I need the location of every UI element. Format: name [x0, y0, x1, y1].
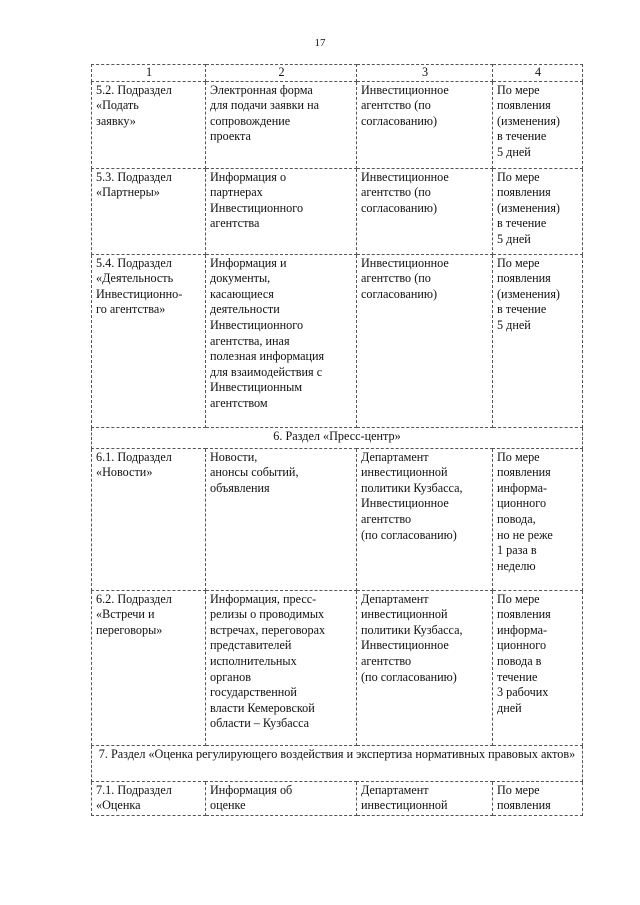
responsible-party-cell: Инвестиционное агентство (по согласованию) [357, 254, 493, 427]
header-cell-1: 1 [92, 65, 206, 82]
subsection-name-cell: 6.2. Подраздел «Встречи и переговоры» [92, 590, 206, 745]
header-cell-2: 2 [206, 65, 357, 82]
update-schedule-cell: По мере появления (изменения) в течение 5 дней [493, 168, 583, 254]
update-schedule-cell: По мере появления (изменения) в течение 5 дней [493, 81, 583, 168]
subsection-name-cell: 5.3. Подраздел «Партнеры» [92, 168, 206, 254]
responsible-party-cell: Инвестиционное агентство (по согласованию) [357, 168, 493, 254]
content-description-cell: Новости, анонсы событий, объявления [206, 448, 357, 590]
subsection-name-cell: 5.4. Подраздел «Деятельность Инвестиционно- го агентства» [92, 254, 206, 427]
table-row [92, 781, 583, 815]
table-row [92, 168, 583, 254]
responsible-party-cell: Департамент инвестиционной политики Кузбасса, Инвестиционное агентство (по согласованию) [357, 448, 493, 590]
update-schedule-cell: По мере появления (изменения) в течение 5 дней [493, 254, 583, 427]
document-table [91, 64, 583, 816]
update-schedule-cell: По мере появления информа- ционного повода, но не реже 1 раза в неделю [493, 448, 583, 590]
content-description-cell: Информация, пресс- релизы о проводимых встречах, переговорах представителей исполнительных органов государственной власти Кемеровской области – Кузбасса [206, 590, 357, 745]
subsection-name-cell: 5.2. Подраздел «Подать заявку» [92, 81, 206, 168]
subsection-name-cell: 7.1. Подраздел «Оценка [92, 781, 206, 815]
content-description-cell: Информация об оценке [206, 781, 357, 815]
section-header-row [92, 745, 583, 781]
table-row [92, 254, 583, 427]
responsible-party-cell: Департамент инвестиционной политики Кузбасса, Инвестиционное агентство (по согласованию) [357, 590, 493, 745]
update-schedule-cell: По мере появления [493, 781, 583, 815]
update-schedule-cell: По мере появления информа- ционного повода в течение 3 рабочих дней [493, 590, 583, 745]
content-description-cell: Информация о партнерах Инвестиционного агентства [206, 168, 357, 254]
subsection-name-cell: 6.1. Подраздел «Новости» [92, 448, 206, 590]
header-cell-4: 4 [493, 65, 583, 82]
table-row [92, 81, 583, 168]
responsible-party-cell: Инвестиционное агентство (по согласованию) [357, 81, 493, 168]
content-description-cell: Электронная форма для подачи заявки на сопровождение проекта [206, 81, 357, 168]
section-title: 7. Раздел «Оценка регулирующего воздействия и экспертиза нормативных правовых актов» [92, 745, 583, 781]
section-title: 6. Раздел «Пресс-центр» [92, 427, 583, 448]
table-row [92, 448, 583, 590]
section-header-row [92, 427, 583, 448]
table-header-row [92, 65, 583, 82]
content-description-cell: Информация и документы, касающиеся деятельности Инвестиционного агентства, иная полезная информация для взаимодействия с Инвестиционным агентством [206, 254, 357, 427]
table-row [92, 590, 583, 745]
header-cell-3: 3 [357, 65, 493, 82]
responsible-party-cell: Департамент инвестиционной [357, 781, 493, 815]
page-number: 17 [314, 37, 326, 49]
